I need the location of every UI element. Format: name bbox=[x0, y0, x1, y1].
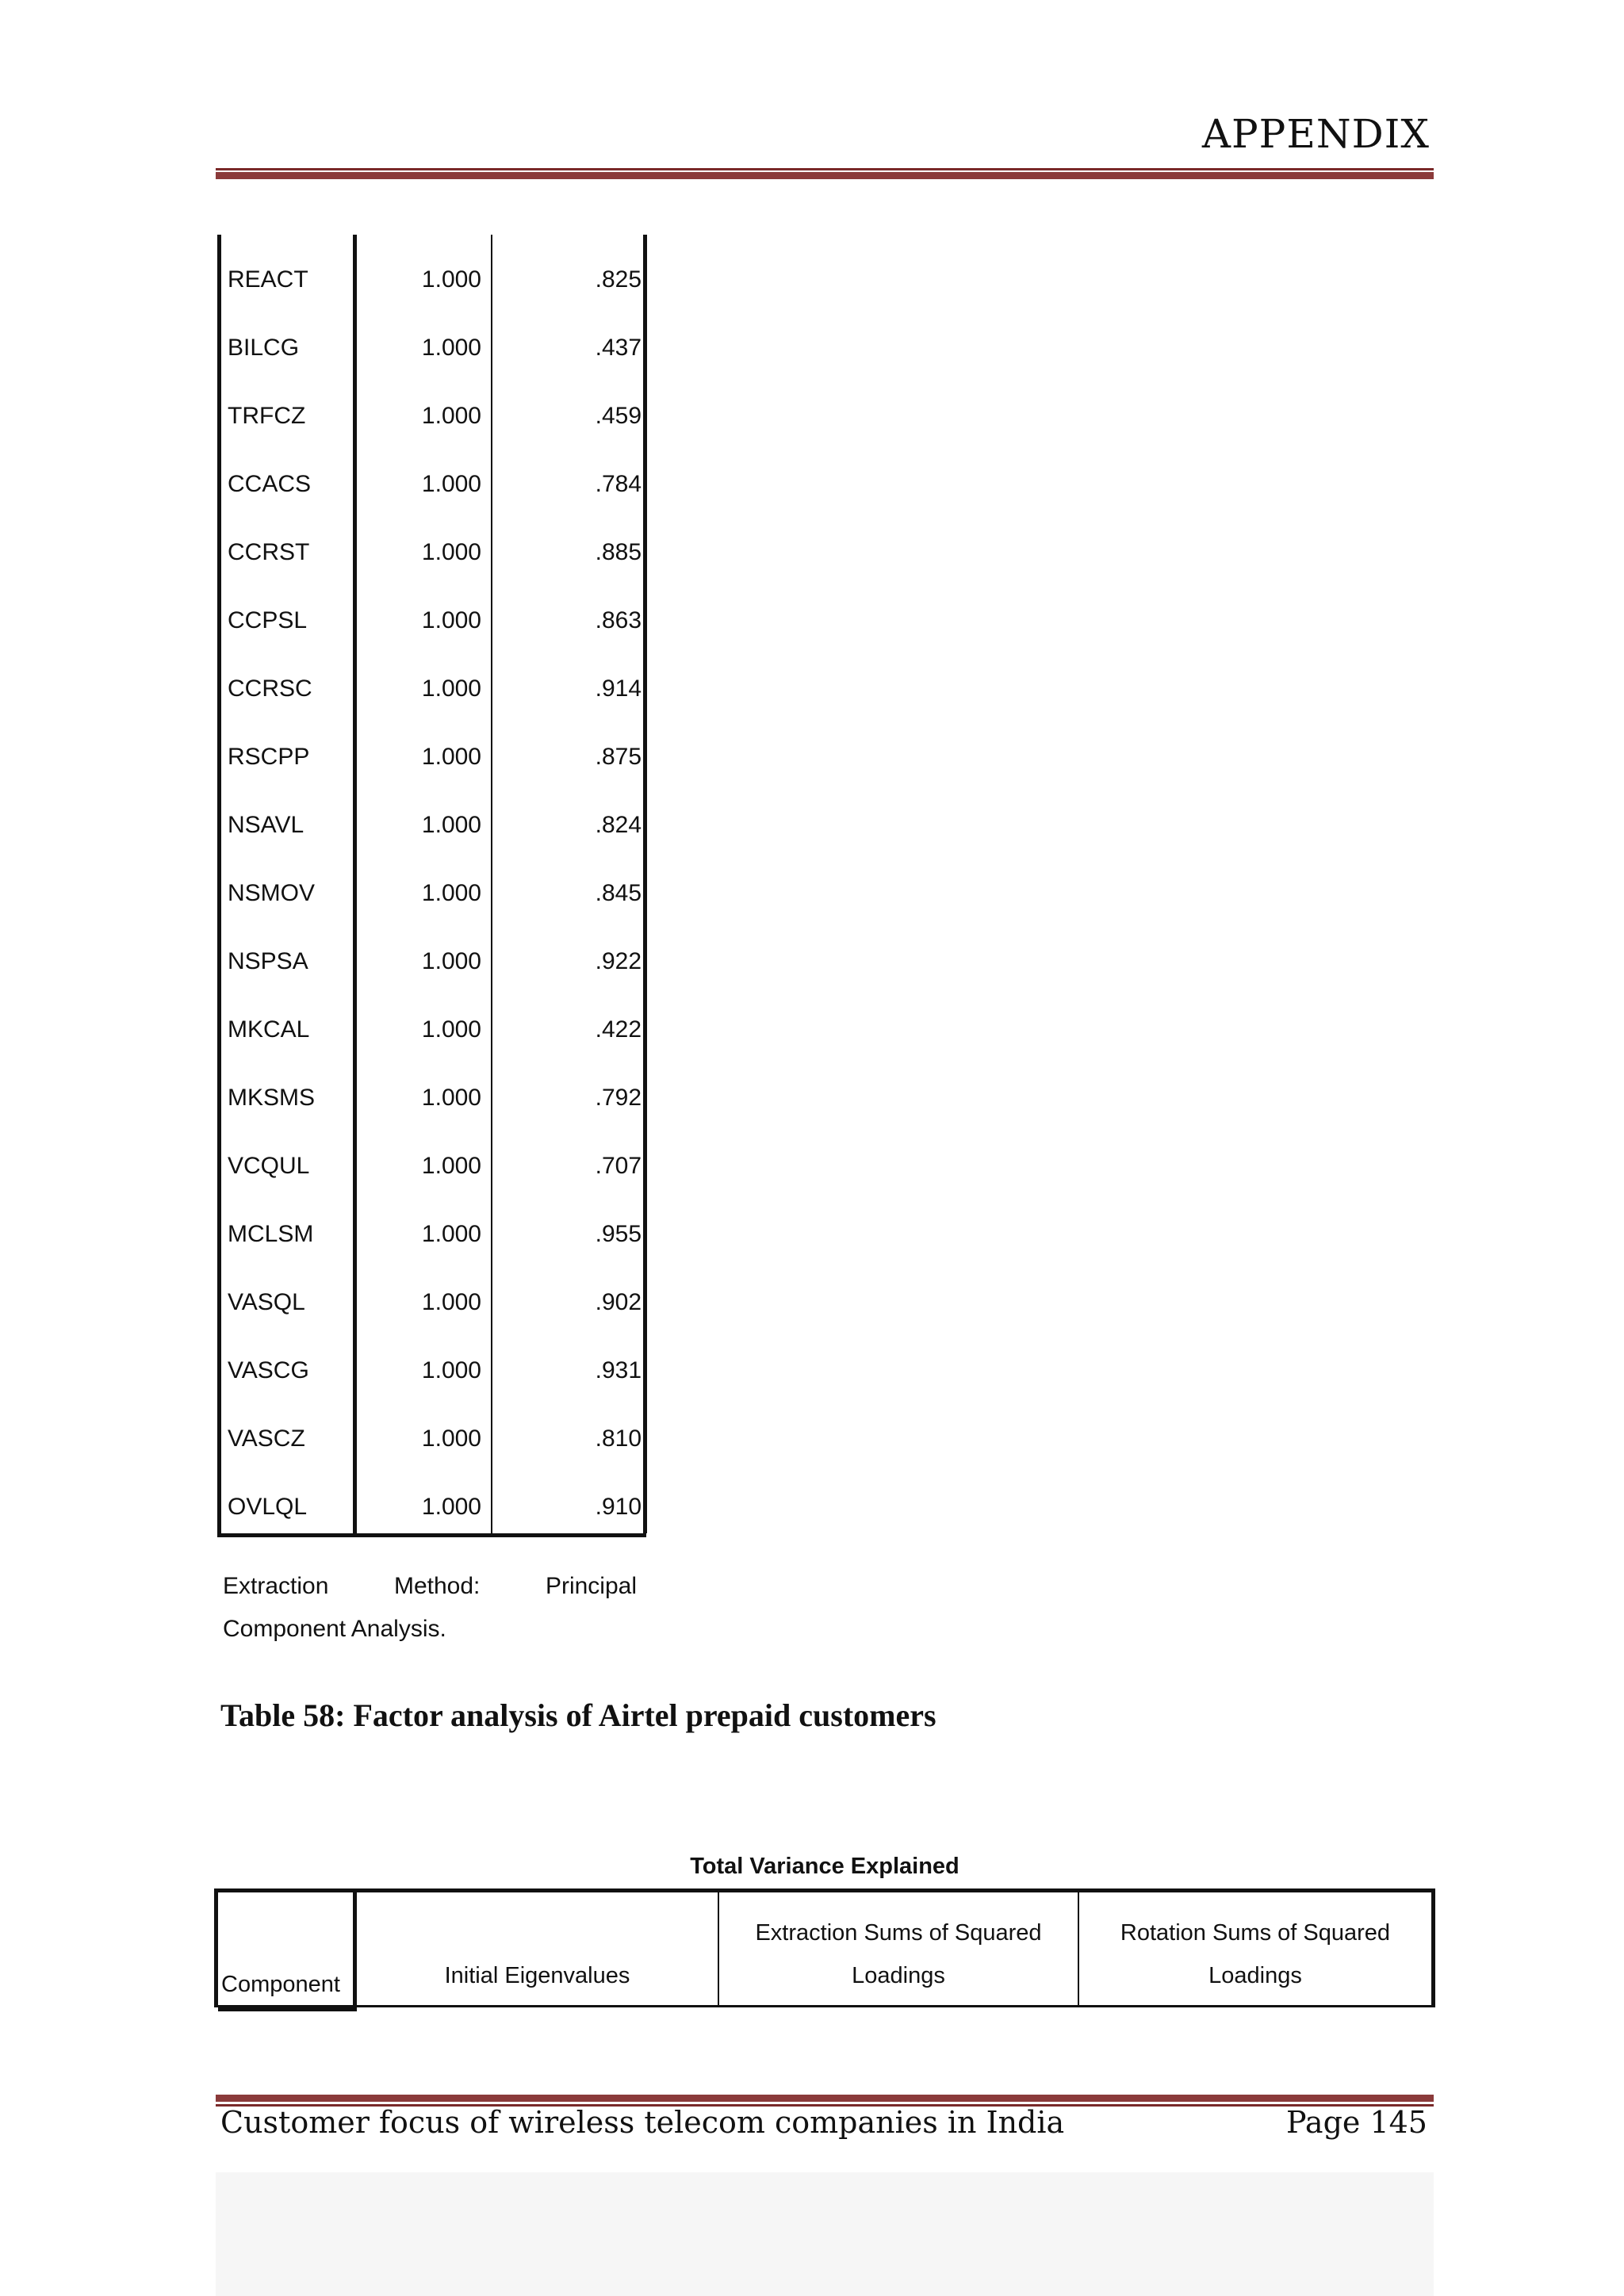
header-extraction-sums: Extraction Sums of Squared Loadings bbox=[719, 1892, 1079, 2005]
table-row bbox=[221, 1257, 646, 1326]
table-row bbox=[221, 235, 646, 303]
cell-initial: 1.000 bbox=[421, 1357, 481, 1383]
cell-extraction: .824 bbox=[595, 812, 642, 838]
footer-title: Customer focus of wireless telecom companies in India bbox=[220, 2105, 1065, 2140]
cell-name: RSCPP bbox=[228, 744, 310, 770]
cell-extraction: .437 bbox=[595, 335, 642, 361]
cell-initial: 1.000 bbox=[421, 266, 481, 293]
page-bottom-shade bbox=[216, 2172, 1434, 2296]
cell-extraction: .810 bbox=[595, 1425, 642, 1452]
communalities-rows bbox=[221, 235, 646, 1533]
header-initial-eigenvalues: Initial Eigenvalues bbox=[357, 1892, 719, 2005]
cell-initial: 1.000 bbox=[421, 1153, 481, 1179]
cell-initial: 1.000 bbox=[421, 880, 481, 906]
table-row bbox=[221, 1462, 646, 1533]
cell-name: VASCG bbox=[228, 1357, 309, 1383]
cell-extraction: .931 bbox=[595, 1357, 642, 1383]
cell-extraction: .422 bbox=[595, 1016, 642, 1043]
table-row bbox=[221, 848, 646, 916]
cell-initial: 1.000 bbox=[421, 403, 481, 429]
table-row bbox=[221, 371, 646, 439]
cell-name: CCPSL bbox=[228, 607, 308, 633]
header-rotation-sums: Rotation Sums of Squared Loadings bbox=[1120, 1920, 1391, 1988]
footer-rule-thick bbox=[216, 2095, 1434, 2102]
cell-name: NSAVL bbox=[228, 812, 304, 838]
header-component: Component bbox=[218, 1892, 357, 2011]
header-rule-thin bbox=[216, 168, 1434, 170]
cell-extraction: .902 bbox=[595, 1289, 642, 1315]
page-number: Page 145 bbox=[1286, 2105, 1427, 2140]
cell-extraction: .792 bbox=[595, 1085, 642, 1111]
table-row bbox=[221, 780, 646, 848]
cell-name: CCRSC bbox=[228, 675, 312, 702]
cell-name: VASQL bbox=[228, 1289, 305, 1315]
cell-extraction: .707 bbox=[595, 1153, 642, 1179]
table-row bbox=[221, 1394, 646, 1462]
cell-extraction: .955 bbox=[595, 1221, 642, 1247]
cell-initial: 1.000 bbox=[421, 744, 481, 770]
table-row bbox=[221, 576, 646, 644]
cell-name: VASCZ bbox=[228, 1425, 305, 1452]
cell-extraction: .863 bbox=[595, 607, 642, 633]
table-row bbox=[221, 916, 646, 985]
communalities-table bbox=[217, 235, 646, 1537]
cell-initial: 1.000 bbox=[421, 335, 481, 361]
cell-extraction: .784 bbox=[595, 471, 642, 497]
cell-extraction: .459 bbox=[595, 403, 642, 429]
table-row bbox=[221, 644, 646, 712]
table-caption: Table 58: Factor analysis of Airtel prepaid customers bbox=[220, 1697, 936, 1733]
variance-table bbox=[214, 1888, 1435, 2007]
cell-initial: 1.000 bbox=[421, 1221, 481, 1247]
table-row bbox=[221, 303, 646, 371]
table-row bbox=[221, 1121, 646, 1189]
cell-extraction: .825 bbox=[595, 266, 642, 293]
cell-name: MKSMS bbox=[228, 1085, 316, 1111]
cell-extraction: .845 bbox=[595, 880, 642, 906]
cell-name: NSMOV bbox=[228, 880, 316, 906]
cell-initial: 1.000 bbox=[421, 1425, 481, 1452]
table-row bbox=[221, 985, 646, 1053]
cell-extraction: .914 bbox=[595, 675, 642, 702]
cell-name: CCACS bbox=[228, 471, 312, 497]
table-row bbox=[221, 712, 646, 780]
table-row bbox=[221, 1189, 646, 1257]
cell-initial: 1.000 bbox=[421, 675, 481, 702]
cell-name: REACT bbox=[228, 266, 308, 293]
cell-name: MKCAL bbox=[228, 1016, 310, 1043]
header-rule-thick bbox=[216, 172, 1434, 179]
cell-extraction: .910 bbox=[595, 1494, 642, 1520]
cell-initial: 1.000 bbox=[421, 1494, 481, 1520]
cell-name: MCLSM bbox=[228, 1221, 314, 1247]
table-row bbox=[221, 1053, 646, 1121]
cell-initial: 1.000 bbox=[421, 607, 481, 633]
cell-name: NSPSA bbox=[228, 948, 308, 974]
table-row bbox=[221, 1326, 646, 1394]
cell-initial: 1.000 bbox=[421, 1085, 481, 1111]
cell-extraction: .875 bbox=[595, 744, 642, 770]
cell-extraction: .922 bbox=[595, 948, 642, 974]
cell-initial: 1.000 bbox=[421, 471, 481, 497]
cell-name: TRFCZ bbox=[228, 403, 306, 429]
cell-extraction: .885 bbox=[595, 539, 642, 565]
cell-name: CCRST bbox=[228, 539, 310, 565]
cell-initial: 1.000 bbox=[421, 1289, 481, 1315]
variance-table-title: Total Variance Explained bbox=[690, 1854, 959, 1879]
header-title: APPENDIX bbox=[1201, 111, 1430, 157]
cell-name: VCQUL bbox=[228, 1153, 310, 1179]
cell-initial: 1.000 bbox=[421, 539, 481, 565]
table-row bbox=[221, 507, 646, 576]
table-footnote: Extraction Method: Principal Component Analysis. bbox=[223, 1573, 637, 1642]
cell-name: OVLQL bbox=[228, 1494, 308, 1520]
table-row bbox=[221, 439, 646, 507]
cell-initial: 1.000 bbox=[421, 1016, 481, 1043]
cell-name: BILCG bbox=[228, 335, 300, 361]
cell-initial: 1.000 bbox=[421, 812, 481, 838]
cell-initial: 1.000 bbox=[421, 948, 481, 974]
